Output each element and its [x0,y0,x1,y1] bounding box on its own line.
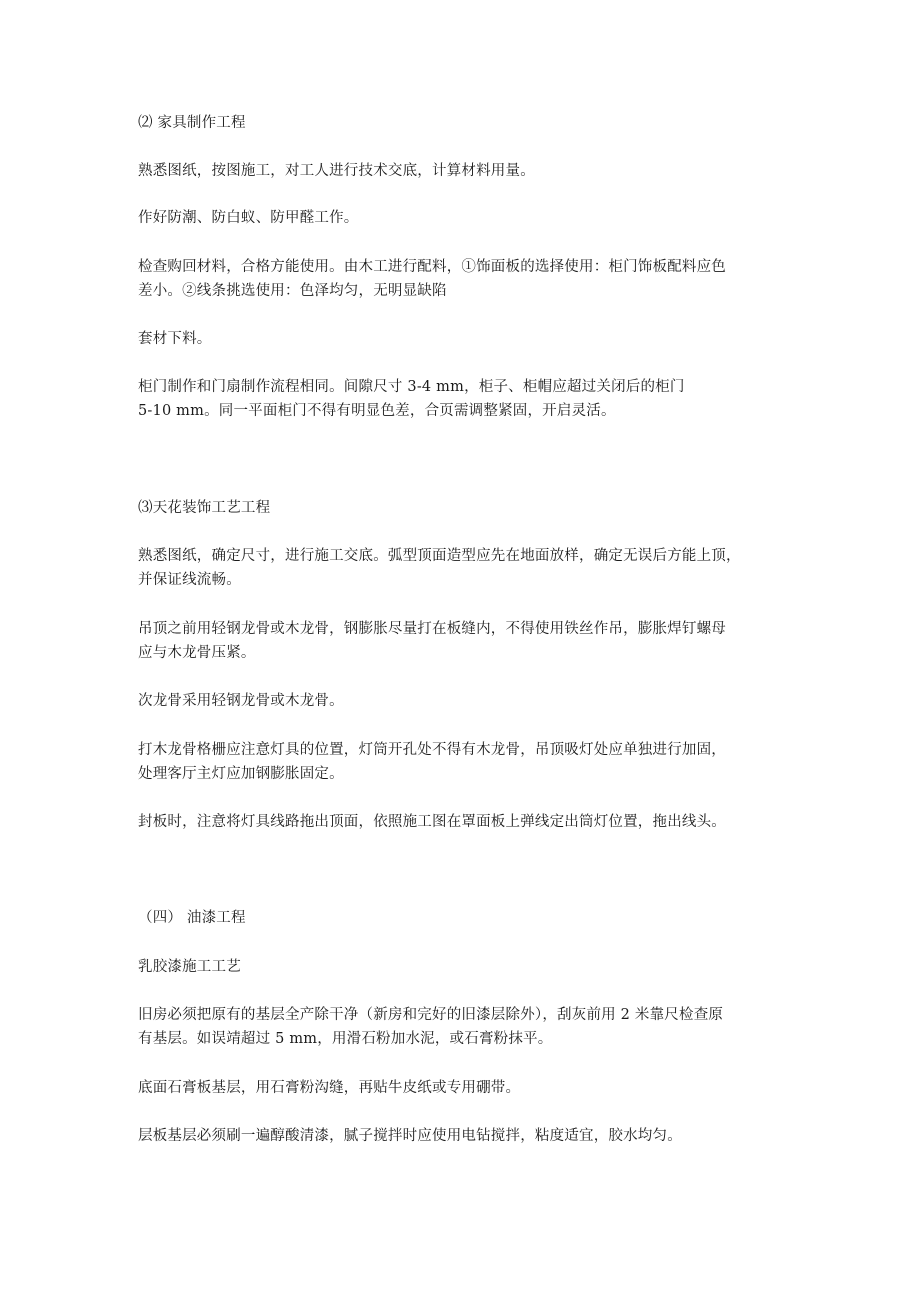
section-3-paragraph-2: 吊顶之前用轻钢龙骨或木龙骨，钢膨胀尽量打在板缝内，不得使用铁丝作吊，膨胀焊钉螺母 应与木龙骨压紧。 [138,621,726,661]
section-2-paragraph-5: 柜门制作和门扇制作流程相同。间隙尺寸 3-4 mm，柜子、柜帽应超过关闭后的柜门 5-10 mm。同一平面柜门不得有明显色差，合页需调整紧固，开启灵活。 [138,379,685,419]
section-2-paragraph-4: 套材下料。 [138,331,212,347]
section-4-heading: （四） 油漆工程 [138,910,246,926]
section-4-paragraph-2: 底面石膏板基层，用石膏粉沟缝，再贴牛皮纸或专用硼带。 [138,1080,521,1096]
section-2-heading: ⑵ 家具制作工程 [138,115,246,131]
section-3-paragraph-4: 打木龙骨格栅应注意灯具的位置，灯筒开孔处不得有木龙骨，吊顶吸灯处应单独进行加固， 处理客厅主灯应加钢膨胀固定。 [138,742,726,782]
section-3-paragraph-1: 熟悉图纸，确定尺寸，进行施工交底。弧型顶面造型应先在地面放样，确定无误后方能上顶， 并保证线流畅。 [138,548,741,588]
section-3-paragraph-5: 封板时，注意将灯具线路拖出顶面，依照施工图在罩面板上弹线定出筒灯位置，拖出线头。 [138,814,726,830]
section-3-paragraph-3: 次龙骨采用轻钢龙骨或木龙骨。 [138,693,344,709]
section-4-paragraph-3: 层板基层必须刷一遍醇酸清漆，腻子搅拌时应使用电钻搅拌，粘度适宜，胶水均匀。 [138,1128,682,1144]
section-2-paragraph-2: 作好防潮、防白蚁、防甲醛工作。 [138,210,359,226]
section-4-subheading: 乳胶漆施工工艺 [138,959,241,975]
section-2-paragraph-1: 熟悉图纸，按图施工，对工人进行技术交底，计算材料用量。 [138,163,535,179]
section-2-paragraph-3: 检查购回材料，合格方能使用。由木工进行配料，①饰面板的选择使用：柜门饰板配料应色 差小。②线条挑选使用：色泽均匀，无明显缺陷 [138,259,726,299]
section-4-paragraph-1: 旧房必须把原有的基层全产除干净（新房和完好的旧漆层除外），刮灰前用 2 米靠尺检查原 有基层。如误靖超过 5 mm，用滑石粉加水泥，或石膏粉抹平。 [138,1007,724,1047]
section-3-heading: ⑶天花装饰工艺工程 [138,500,271,516]
